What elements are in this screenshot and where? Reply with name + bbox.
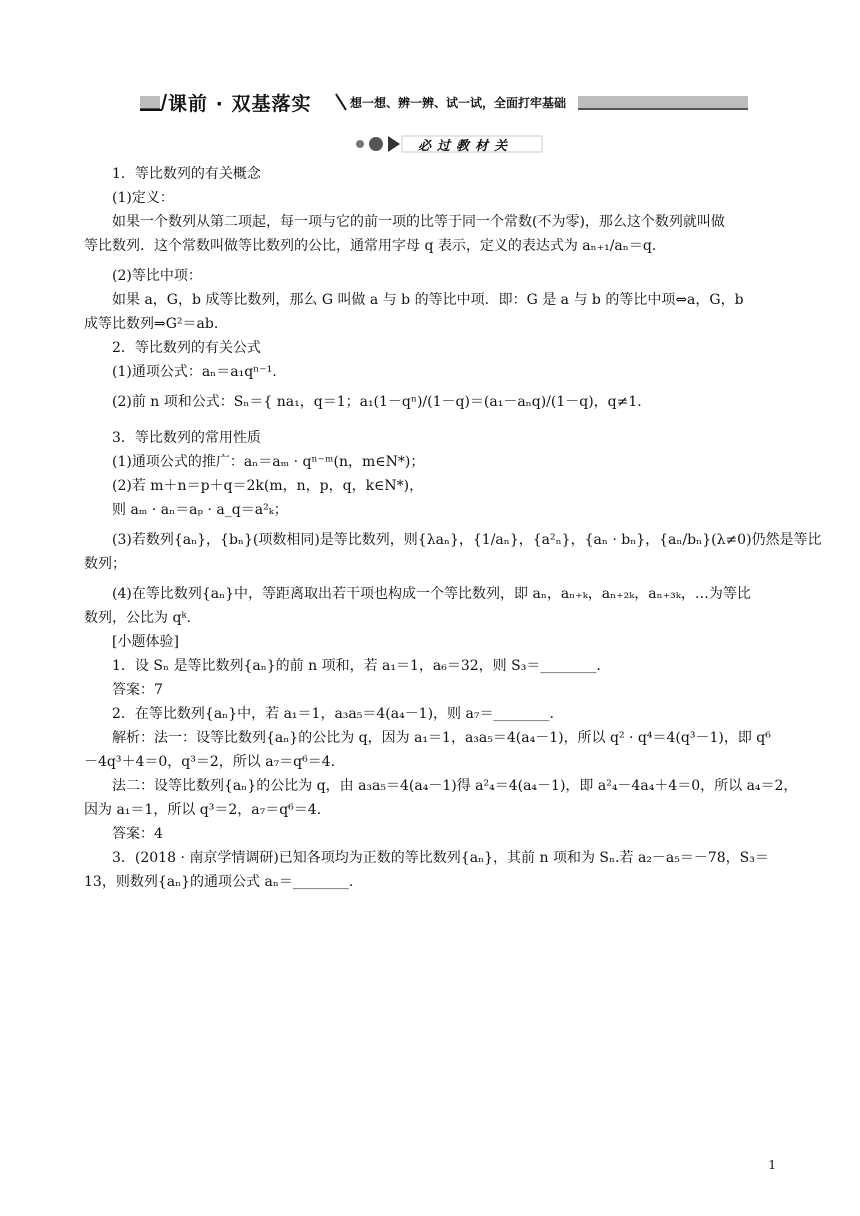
banner-title: 课前 · 双基落实 bbox=[168, 93, 312, 115]
text-line: 1．等比数列的有关概念 bbox=[112, 166, 261, 182]
document-body bbox=[84, 162, 822, 894]
banner-subtitle: 想一想、辨一辨、试一试，全面打牢基础 bbox=[350, 96, 567, 110]
section-banner bbox=[140, 90, 748, 114]
text-line: 13，则数列{aₙ}的通项公式 aₙ＝________. bbox=[84, 874, 354, 890]
text-line: 2．在等比数列{aₙ}中，若 a₁＝1，a₃a₅＝4(a₄－1)，则 a₇＝________. bbox=[112, 706, 554, 722]
text-line: (1)定义： bbox=[112, 190, 174, 206]
text-line: 数列； bbox=[84, 556, 126, 572]
text-line: 1．设 Sₙ 是等比数列{aₙ}的前 n 项和，若 a₁＝1，a₆＝32，则 S₃＝________. bbox=[112, 658, 601, 674]
text-line: (2)前 n 项和公式：Sₙ＝{ na₁，q＝1；a₁(1－qⁿ)/(1－q)＝(a₁－aₙq)/(1－q)，q≠1. bbox=[112, 394, 642, 410]
text-line: 解析：法一：设等比数列{aₙ}的公比为 q，因为 a₁＝1，a₃a₅＝4(a₄－1)，所以 q² · q⁴＝4(q³－1)，即 q⁶ bbox=[112, 730, 771, 746]
text-line: 数列，公比为 qᵏ. bbox=[84, 610, 191, 626]
text-line: －4q³＋4＝0，q³＝2，所以 a₇＝q⁶＝4. bbox=[84, 754, 336, 770]
text-line: 等比数列．这个常数叫做等比数列的公比，通常用字母 q 表示，定义的表达式为 aₙ₊₁/aₙ＝q. bbox=[84, 238, 657, 254]
text-line: (4)在等比数列{aₙ}中，等距离取出若干项也构成一个等比数列，即 aₙ，aₙ₊ₖ，aₙ₊₂ₖ，aₙ₊₃ₖ，…为等比 bbox=[112, 586, 751, 602]
subsection-banner bbox=[354, 134, 544, 154]
text-line: 答案：7 bbox=[112, 682, 163, 698]
subsection-title: 必过教材关 bbox=[418, 139, 514, 154]
text-line: 答案：4 bbox=[112, 826, 163, 842]
text-line: (2)若 m＋n＝p＋q＝2k(m，n，p，q，k∈N*)， bbox=[112, 478, 424, 494]
text-line: 则 aₘ · aₙ＝aₚ · a_q＝a²ₖ； bbox=[112, 502, 288, 518]
text-line: (2)等比中项： bbox=[112, 268, 202, 284]
text-line: (1)通项公式：aₙ＝a₁qⁿ⁻¹. bbox=[112, 364, 277, 380]
text-line: 如果一个数列从第二项起，每一项与它的前一项的比等于同一个常数(不为零)，那么这个数列就叫做 bbox=[112, 214, 725, 230]
text-line: 因为 a₁＝1，所以 q³＝2，a₇＝q⁶＝4. bbox=[84, 802, 322, 818]
text-line: (3)若数列{aₙ}，{bₙ}(项数相同)是等比数列，则{λaₙ}，{1/aₙ}，{a²ₙ}，{aₙ · bₙ}，{aₙ/bₙ}(λ≠0)仍然是等比 bbox=[112, 532, 822, 548]
text-line: [小题体验] bbox=[112, 634, 179, 650]
text-line: (1)通项公式的推广：aₙ＝aₘ · qⁿ⁻ᵐ(n，m∈N*)； bbox=[112, 454, 425, 470]
page-number: 1 bbox=[768, 1158, 776, 1172]
text-line: 3．等比数列的常用性质 bbox=[112, 430, 261, 446]
text-line: 2．等比数列的有关公式 bbox=[112, 340, 261, 356]
text-line: 成等比数列⇒G²＝ab. bbox=[84, 316, 219, 332]
text-line: 如果 a，G，b 成等比数列，那么 G 叫做 a 与 b 的等比中项．即：G 是 a 与 b 的等比中项⇔a，G，b bbox=[112, 292, 744, 308]
text-line: 3．(2018 · 南京学情调研)已知各项均为正数的等比数列{aₙ}，其前 n 项和为 Sₙ.若 a₂－a₅＝－78，S₃＝ bbox=[112, 850, 769, 866]
text-line: 法二：设等比数列{aₙ}的公比为 q，由 a₃a₅＝4(a₄－1)得 a²₄＝4(a₄－1)，即 a²₄－4a₄＋4＝0，所以 a₄＝2， bbox=[112, 778, 798, 794]
